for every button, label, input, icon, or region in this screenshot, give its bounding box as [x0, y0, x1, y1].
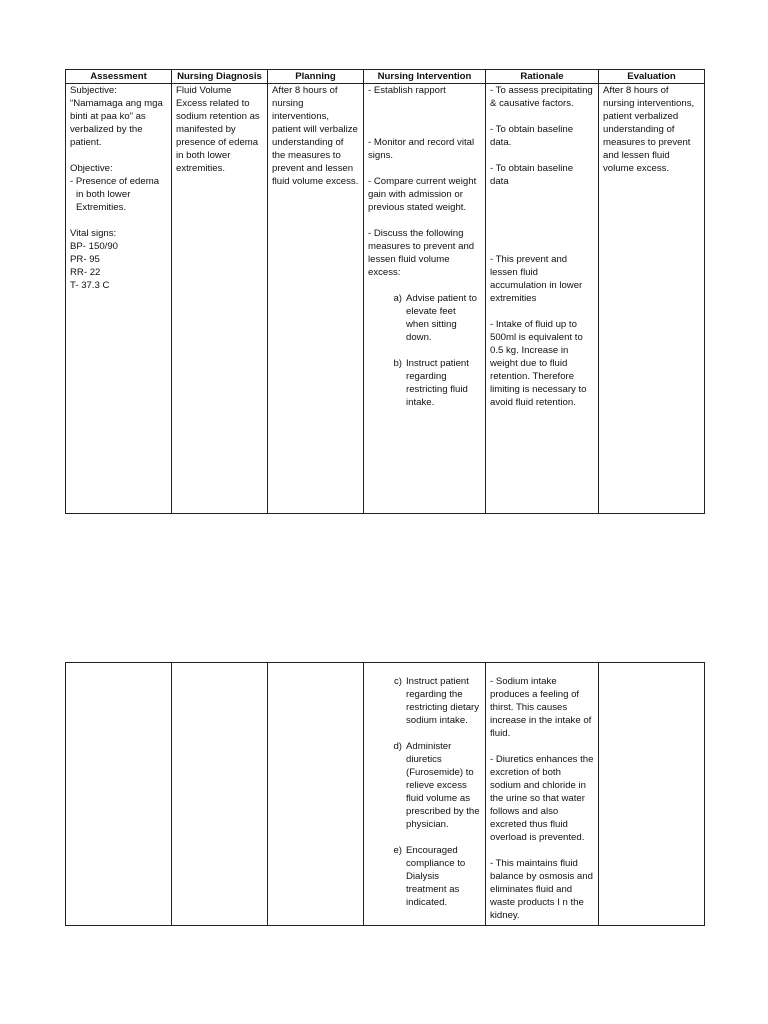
intervention-rapport: - Establish rapport: [368, 85, 446, 96]
intervention-discuss: - Discuss the following measures to prevent and lessen fluid volume excess:: [368, 228, 475, 278]
header-assessment: Assessment: [66, 70, 172, 84]
intervention-cell: [364, 84, 486, 514]
list-marker: a): [393, 293, 402, 304]
intervention-item-text: Advise patient to elevate feet when sitting down.: [406, 293, 477, 343]
subjective-text: “Namamaga ang mga binti at paa ko” as verbalized by the patient.: [70, 98, 163, 148]
rationale-cell: [486, 663, 599, 926]
evaluation-cell: [599, 84, 705, 514]
table-row: [66, 663, 705, 926]
planning-cell: [268, 663, 364, 926]
list-item: [384, 844, 481, 909]
nursing-care-plan-table: [65, 69, 705, 514]
assessment-cell: [66, 84, 172, 514]
list-marker: c): [394, 676, 402, 687]
rationale-assess: - To assess precipitating & causative factors.: [490, 85, 593, 109]
rationale-baseline-2: - To obtain baseline data: [490, 163, 574, 187]
list-marker: d): [393, 741, 402, 752]
list-marker: b): [393, 358, 402, 369]
header-rationale: Rationale: [486, 70, 599, 84]
subjective-label: Subjective:: [70, 85, 117, 96]
vital-rr: RR- 22: [70, 267, 101, 278]
header-nursing-intervention: Nursing Intervention: [364, 70, 486, 84]
objective-line-3: Extremities.: [76, 202, 127, 213]
rationale-item: - This maintains fluid balance by osmosis and eliminates fluid and waste products I n the kidney.: [490, 858, 593, 921]
vital-pr: PR- 95: [70, 254, 100, 265]
intervention-item-text: Encouraged compliance to Dialysis treatment as indicated.: [406, 845, 466, 908]
list-item: [384, 740, 481, 831]
diagnosis-cell: [172, 84, 268, 514]
evaluation-cell: [599, 663, 705, 926]
rationale-item: - Sodium intake produces a feeling of thirst. This causes increase in the intake of fluid.: [490, 676, 592, 739]
list-item: [384, 357, 481, 409]
rationale-item: - This prevent and lessen fluid accumulation in lower extremities: [490, 254, 583, 304]
objective-label: Objective:: [70, 163, 113, 174]
objective-line-1: - Presence of edema: [70, 176, 160, 187]
intervention-item-text: Instruct patient regarding restricting fluid intake.: [406, 358, 469, 408]
vital-temp: T- 37.3 C: [70, 280, 110, 291]
nursing-care-plan-continuation-table: [65, 662, 705, 926]
rationale-baseline-1: - To obtain baseline data.: [490, 124, 574, 148]
table-row: [66, 84, 705, 514]
vital-bp: BP- 150/90: [70, 241, 119, 252]
list-item: [384, 675, 481, 727]
intervention-item-text: Administer diuretics (Furosemide) to relieve excess fluid volume as prescribed by the physician.: [406, 741, 480, 830]
diagnosis-cell: [172, 663, 268, 926]
vital-signs-label: Vital signs:: [70, 228, 117, 239]
planning-cell: [268, 84, 364, 514]
intervention-vitals: - Monitor and record vital signs.: [368, 137, 475, 161]
header-planning: Planning: [268, 70, 364, 84]
rationale-cell: [486, 84, 599, 514]
assessment-cell: [66, 663, 172, 926]
list-marker: e): [393, 845, 402, 856]
rationale-item: - Intake of fluid up to 500ml is equivalent to 0.5 kg. Increase in weight due to fluid retention. Therefore limiting is necessary to avoid fluid retention.: [490, 319, 587, 408]
rationale-item: - Diuretics enhances the excretion of both sodium and chloride in the urine so that water follows and also excreted thus fluid overload is prevented.: [490, 754, 594, 843]
intervention-weight: - Compare current weight gain with admission or previous stated weight.: [368, 176, 477, 213]
evaluation-text: After 8 hours of nursing interventions, patient verbalized understanding of measures to prevent and lessen fluid volume excess.: [603, 85, 695, 174]
planning-text: After 8 hours of nursing interventions, patient will verbalize understanding of the measures to prevent and lessen fluid volume excess.: [272, 85, 359, 187]
header-evaluation: Evaluation: [599, 70, 705, 84]
list-item: [384, 292, 481, 344]
intervention-cell: [364, 663, 486, 926]
objective-line-2: in both lower: [76, 189, 131, 200]
header-nursing-diagnosis: Nursing Diagnosis: [172, 70, 268, 84]
intervention-item-text: Instruct patient regarding the restricting dietary sodium intake.: [406, 676, 480, 726]
table-header-row: [66, 70, 705, 84]
diagnosis-text: Fluid Volume Excess related to sodium retention as manifested by presence of edema in both lower extremities.: [176, 85, 260, 174]
